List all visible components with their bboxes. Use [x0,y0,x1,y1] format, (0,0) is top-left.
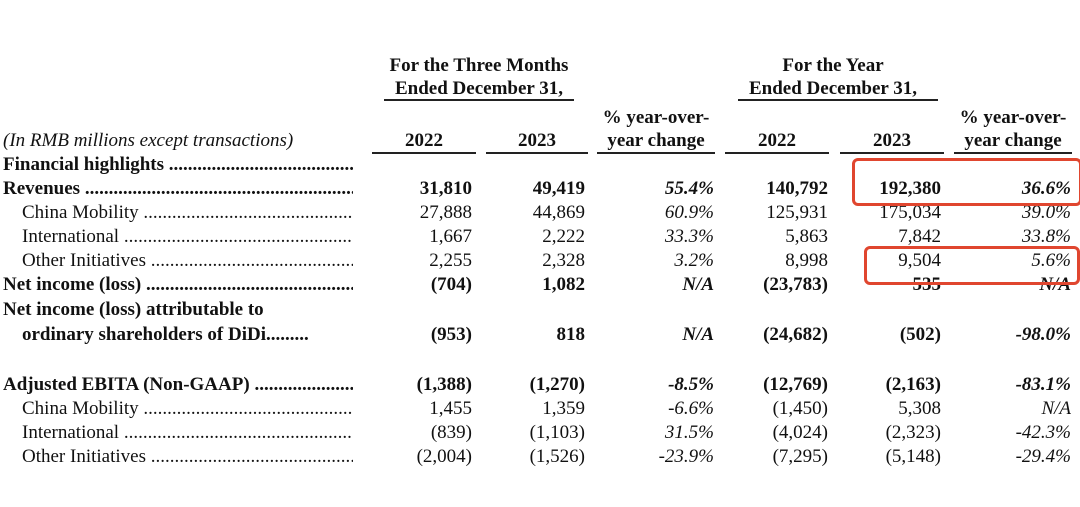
cell-q-2022: 1,455 [429,398,472,419]
cell-q-2022: (1,388) [416,374,472,395]
cell-y-yoy: -42.3% [1015,422,1071,443]
table-row [0,323,1080,347]
col-header-y-2022: 2022 [725,129,829,154]
row-label: International ..... [22,225,353,249]
col-header-q-2023: 2023 [486,129,588,154]
cell-q-yoy: -6.6% [668,398,714,419]
three-months-header-line1: For the Three Months [389,55,569,76]
cell-y-2022: 125,931 [766,202,828,223]
cell-q-2022: 2,255 [429,250,472,271]
col-header-y-2023: 2023 [840,129,944,154]
yoy-header-quarter-line2: year change [607,130,705,151]
year-underline [738,99,938,101]
cell-y-2022: (1,450) [772,398,828,419]
three-months-header [372,54,586,100]
yoy-header-quarter [597,106,715,154]
cell-y-2022: 8,998 [785,250,828,271]
yoy-header-quarter-line1: % year-over- [602,107,710,128]
three-months-header-line2: Ended December 31, [395,78,563,99]
cell-y-2022: (7,295) [772,446,828,467]
row-label: Financial highlights ..... [3,153,353,177]
cell-y-2022: (4,024) [772,422,828,443]
year-header [722,54,944,100]
row-label: International ..... [22,421,353,445]
row-label: Net income (loss) ..... [3,273,353,297]
cell-y-yoy: N/A [1039,274,1071,295]
cell-y-2023: (502) [899,324,941,345]
row-label: China Mobility ..... [22,201,353,225]
cell-q-yoy: 31.5% [664,422,714,443]
cell-q-2022: 1,667 [429,226,472,247]
cell-y-2022: 140,792 [766,178,828,199]
cell-y-2023: (5,148) [885,446,941,467]
cell-y-2023: 5,308 [898,398,941,419]
col-header-q-2022: 2022 [372,129,476,154]
cell-q-2022: 31,810 [419,178,472,199]
cell-q-2023: 2,328 [542,250,585,271]
cell-q-2023: 1,082 [542,274,585,295]
table-row [0,421,1080,445]
row-label: Revenues ..... [3,177,353,201]
cell-q-yoy: -23.9% [658,446,714,467]
cell-q-2023: 44,869 [532,202,585,223]
cell-q-yoy: -8.5% [668,374,714,395]
cell-y-2023: (2,163) [885,374,941,395]
row-label: Other Initiatives ..... [22,249,353,273]
cell-y-yoy: 5.6% [1031,250,1071,271]
cell-y-yoy: -83.1% [1015,374,1071,395]
cell-y-2022: (23,783) [763,274,828,295]
cell-q-2023: 818 [556,324,585,345]
yoy-header-year-line2: year change [964,130,1062,151]
year-header-line2: Ended December 31, [749,78,917,99]
cell-y-2022: (24,682) [763,324,828,345]
cell-y-yoy: 36.6% [1021,178,1071,199]
cell-y-2023: 192,380 [879,178,941,199]
cell-y-yoy: 33.8% [1021,226,1071,247]
unit-note: (In RMB millions except transactions) [3,130,294,151]
cell-q-2023: 49,419 [532,178,585,199]
cell-q-2022: 27,888 [419,202,472,223]
row-label: Net income (loss) attributable to [3,299,264,320]
table-row [0,373,1080,397]
cell-q-yoy: 3.2% [674,250,714,271]
row-label: China Mobility ..... [22,397,353,421]
cell-y-2023: 7,842 [898,226,941,247]
three-months-underline [384,99,574,101]
row-label: Other Initiatives ..... [22,445,353,469]
cell-y-yoy: -29.4% [1015,446,1071,467]
highlight-box-revenues-2023 [852,158,1080,206]
cell-y-2022: (12,769) [763,374,828,395]
row-label: Adjusted EBITA (Non-GAAP) ..... [3,373,353,397]
table-row [0,445,1080,469]
yoy-header-year-line1: % year-over- [959,107,1067,128]
cell-y-yoy: -98.0% [1015,324,1071,345]
cell-q-2022: (2,004) [416,446,472,467]
highlight-box-net-income-2023 [864,246,1080,285]
table-row [0,397,1080,421]
row-label: ordinary shareholders of DiDi......... [22,324,309,345]
cell-y-yoy: N/A [1041,398,1071,419]
cell-q-2023: (1,270) [529,374,585,395]
cell-q-2023: (1,103) [529,422,585,443]
cell-q-2023: 1,359 [542,398,585,419]
cell-q-yoy: 33.3% [664,226,714,247]
cell-q-yoy: N/A [682,274,714,295]
cell-q-2022: (953) [430,324,472,345]
cell-q-yoy: 55.4% [664,178,714,199]
cell-q-2022: (704) [430,274,472,295]
cell-y-2023: 175,034 [879,202,941,223]
year-header-line1: For the Year [782,55,884,76]
yoy-header-year [954,106,1072,154]
cell-y-2023: (2,323) [885,422,941,443]
table-row [0,298,1080,322]
cell-q-2022: (839) [430,422,472,443]
cell-q-yoy: N/A [682,324,714,345]
cell-q-2023: 2,222 [542,226,585,247]
cell-y-yoy: 39.0% [1021,202,1071,223]
cell-q-yoy: 60.9% [664,202,714,223]
cell-y-2023: 535 [912,274,941,295]
cell-q-2023: (1,526) [529,446,585,467]
cell-y-2023: 9,504 [898,250,941,271]
cell-y-2022: 5,863 [785,226,828,247]
